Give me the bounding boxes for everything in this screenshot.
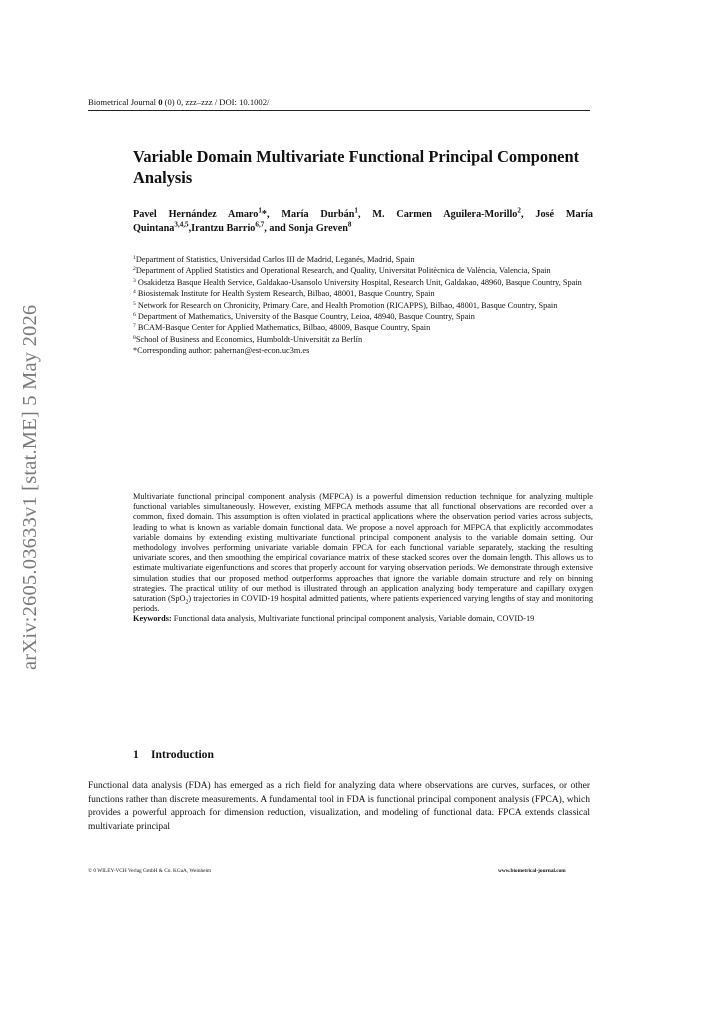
author-affil-sup: 8 bbox=[347, 220, 352, 229]
body-paragraph: Functional data analysis (FDA) has emerged as a rich field for analyzing data where observations are curves, surfaces, or other functions rather than discrete measurements. A fundamental tool in FDA is functional principal component analysis (FPCA), which provides a powerful approach for dimension reduction, visualization, and modeling of functional data. FPCA extends classical multivariate principal bbox=[88, 781, 590, 832]
author-sep: , and bbox=[264, 223, 289, 234]
journal-name: Biometrical Journal bbox=[88, 97, 157, 107]
author-sep: , bbox=[357, 209, 373, 220]
affiliation-text: Osakidetza Basque Health Service, Galdakao-Usansolo University Hospital, Research Unit, Galdakao, 48960, Basque Country, Spain bbox=[135, 277, 582, 287]
affiliation-text: School of Business and Economics, Humboldt-Universität za Berlín bbox=[135, 334, 363, 344]
affiliation-sup: 6 bbox=[133, 312, 136, 319]
affiliation-sup: 2 bbox=[133, 266, 136, 273]
footer-website: www.biometrical-journal.com bbox=[498, 868, 566, 874]
abstract bbox=[133, 492, 593, 625]
author-affil-sup: 1 bbox=[354, 206, 358, 215]
keywords-text: Functional data analysis, Multivariate functional principal component analysis, Variable domain, COVID-19 bbox=[171, 614, 535, 624]
affiliation-text: BCAM-Basque Center for Applied Mathematics, Bilbao, 48009, Basque Country, Spain bbox=[135, 323, 431, 333]
section-number: 1 bbox=[133, 748, 139, 761]
paper-title: Variable Domain Multivariate Functional Principal Component Analysis bbox=[133, 147, 580, 187]
journal-issue-doi: (0) 0, zzz–zzz / DOI: 10.1002/ bbox=[164, 97, 270, 107]
affiliation-sup: 1 bbox=[133, 255, 136, 261]
author-name: M. Carmen Aguilera-Morillo bbox=[372, 209, 518, 220]
affiliation-text: Department of Mathematics, University of the Basque Country, Leioa, 48940, Basque Country, Spain bbox=[135, 312, 475, 322]
abstract-subscript: 2 bbox=[185, 599, 189, 606]
author-affil-sup: 6,7 bbox=[255, 220, 265, 229]
affiliations bbox=[133, 254, 593, 357]
affiliation-text: Department of Statistics, Universidad Carlos III de Madrid, Leganés, Madrid, Spain bbox=[135, 255, 415, 264]
section-title: Introduction bbox=[151, 748, 214, 761]
corresponding-author bbox=[133, 345, 593, 356]
author-sep: , bbox=[520, 209, 536, 220]
section-heading bbox=[133, 748, 214, 761]
affiliation-text: *Corresponding author: pahernan@est-econ.uc3m.es bbox=[133, 346, 310, 356]
abstract-text bbox=[133, 492, 593, 614]
affiliation-text: Department of Applied Statistics and Operational Research, and Quality, Universitat Politècnica de València, Valencia, Spain bbox=[135, 266, 551, 276]
affiliation-item bbox=[133, 311, 593, 322]
affiliation-sup: 8 bbox=[133, 334, 136, 341]
arxiv-stamp: arXiv:2605.03633v1 [stat.ME] 5 May 2026 bbox=[19, 304, 41, 670]
running-header bbox=[88, 97, 269, 107]
affiliation-item bbox=[133, 288, 593, 299]
author-name: José María Quintana bbox=[133, 209, 594, 234]
author-name: María Durbán bbox=[281, 209, 355, 220]
affiliation-item bbox=[133, 254, 593, 265]
affiliation-item bbox=[133, 265, 593, 276]
author-name: Irantzu Barrio bbox=[191, 223, 256, 234]
affiliation-text: Biosistemak Institute for Health System Research, Bilbao, 48001, Basque Country, Spain bbox=[135, 289, 435, 299]
author-affil-sup: 1 bbox=[258, 206, 262, 215]
author-name: Pavel Hernández Amaro bbox=[133, 209, 259, 220]
affiliation-item bbox=[133, 322, 593, 333]
intro-paragraph bbox=[88, 780, 590, 834]
affiliation-sup: 4 bbox=[133, 289, 136, 296]
footer-copyright: © 0 WILEY-VCH Verlag GmbH & Co. KGaA, Weinheim bbox=[88, 868, 212, 874]
author-list bbox=[133, 208, 593, 236]
affiliation-sup: 3 bbox=[133, 277, 136, 284]
keywords-label: Keywords: bbox=[133, 614, 172, 624]
author-name: Sonja Greven bbox=[288, 223, 348, 234]
affiliation-item bbox=[133, 334, 593, 345]
journal-volume: 0 bbox=[158, 97, 163, 107]
header-rule bbox=[88, 110, 590, 111]
author-affil-sup: 2 bbox=[517, 206, 521, 215]
author-sep: , bbox=[188, 223, 192, 234]
keywords bbox=[133, 614, 593, 624]
affiliation-sup: 7 bbox=[133, 323, 136, 330]
affiliation-sup: 5 bbox=[133, 300, 136, 307]
affiliation-item bbox=[133, 277, 593, 288]
author-sep: *, bbox=[261, 209, 282, 220]
abstract-body-end: ) trajectories in COVID-19 hospital admitted patients, where patients experienced varying lengths of stay and monitoring periods. bbox=[133, 594, 593, 614]
author-affil-sup: 3,4,5 bbox=[174, 220, 189, 229]
affiliation-text: Network for Research on Chronicity, Primary Care, and Health Promotion (RICAPPS), Bilbao, 48001, Basque Country, Spain bbox=[135, 300, 558, 310]
affiliation-item bbox=[133, 300, 593, 311]
abstract-body: Multivariate functional principal component analysis (MFPCA) is a powerful dimension reduction technique for analyzing multiple functional variables simultaneously. However, existing MFPCA methods assume that all functional observations are recorded over a common, fixed domain. This assumption is often violated in practical applications where the observation period varies across subjects, leading to what is known as variable domain functional data. We propose a novel approach for MFPCA that explicitly accommodates variable domains by extending existing multivariate functional principal component analysis to the variable domain setting. Our methodology involves performing univariate variable domain FPCA for each functional variable separately, stacking the resulting univariate scores, and then smoothing the empirical covariance matrix of these stacked scores over the domain length. This allows us to estimate multivariate eigenfunctions and scores that properly account for varying observation periods. We demonstrate through extensive simulation studies that our proposed method outperforms approaches that ignore the variable domain structure and rely on binning strategies. The practical utility of our method is illustrated through an application analyzing body temperature and capillary oxygen saturation (SpO bbox=[133, 492, 593, 604]
